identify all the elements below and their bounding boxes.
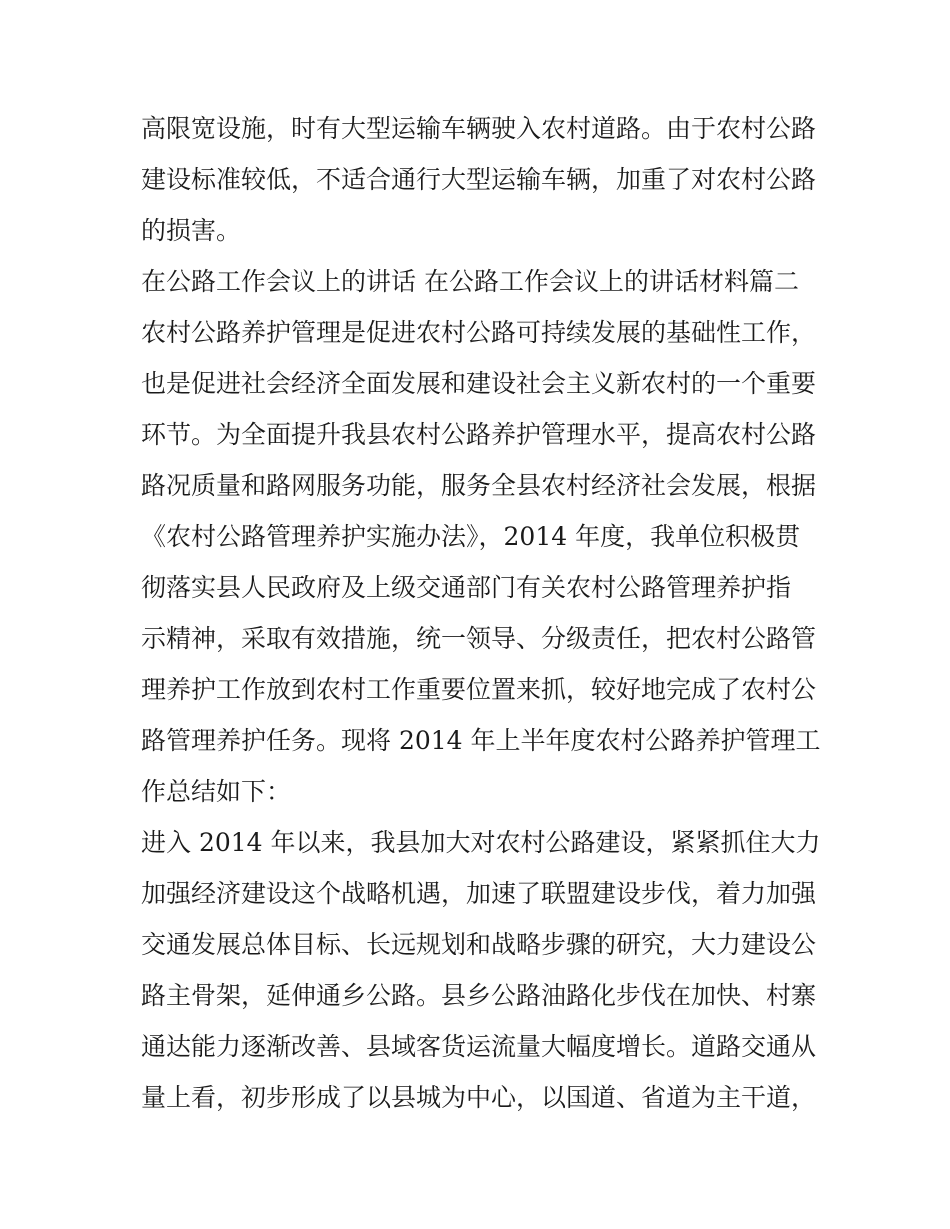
body-text <box>141 103 821 1123</box>
text-line: 也是促进社会经济全面发展和建设社会主义新农村的一个重要 <box>141 369 817 398</box>
text-line: 的损害。 <box>141 216 242 245</box>
text-line: 量上看，初步形成了以县城为中心，以国道、省道为主干道， <box>141 1083 817 1112</box>
text-line: 路管理养护任务。现将 2014 年上半年度农村公路养护管理工 <box>141 726 821 755</box>
text-line: 加强经济建设这个战略机遇，加速了联盟建设步伐，着力加强 <box>141 879 817 908</box>
text-line: 通达能力逐渐改善、县域客货运流量大幅度增长。道路交通从 <box>141 1032 817 1061</box>
text-line: 高限宽设施，时有大型运输车辆驶入农村道路。由于农村公路 <box>141 114 817 143</box>
text-line: 环节。为全面提升我县农村公路养护管理水平，提高农村公路 <box>141 420 817 449</box>
text-line: 示精神，采取有效措施，统一领导、分级责任，把农村公路管 <box>141 624 817 653</box>
text-line: 路况质量和路网服务功能，服务全县农村经济社会发展，根据 <box>141 471 817 500</box>
text-line: 作总结如下： <box>141 777 292 806</box>
text-line: 理养护工作放到农村工作重要位置来抓，较好地完成了农村公 <box>141 675 817 704</box>
text-line: 路主骨架，延伸通乡公路。县乡公路油路化步伐在加快、村寨 <box>141 981 817 1010</box>
text-line: 农村公路养护管理是促进农村公路可持续发展的基础性工作， <box>141 318 817 347</box>
text-line: 《农村公路管理养护实施办法》，2014 年度，我单位积极贯 <box>141 522 801 551</box>
text-line: 彻落实县人民政府及上级交通部门有关农村公路管理养护指 <box>141 573 792 602</box>
text-line: 建设标准较低，不适合通行大型运输车辆，加重了对农村公路 <box>141 165 817 194</box>
section-heading-line: 在公路工作会议上的讲话 在公路工作会议上的讲话材料篇二 <box>141 267 799 296</box>
text-line: 交通发展总体目标、长远规划和战略步骤的研究，大力建设公 <box>141 930 817 959</box>
text-line: 进入 2014 年以来，我县加大对农村公路建设，紧紧抓住大力 <box>141 828 821 857</box>
